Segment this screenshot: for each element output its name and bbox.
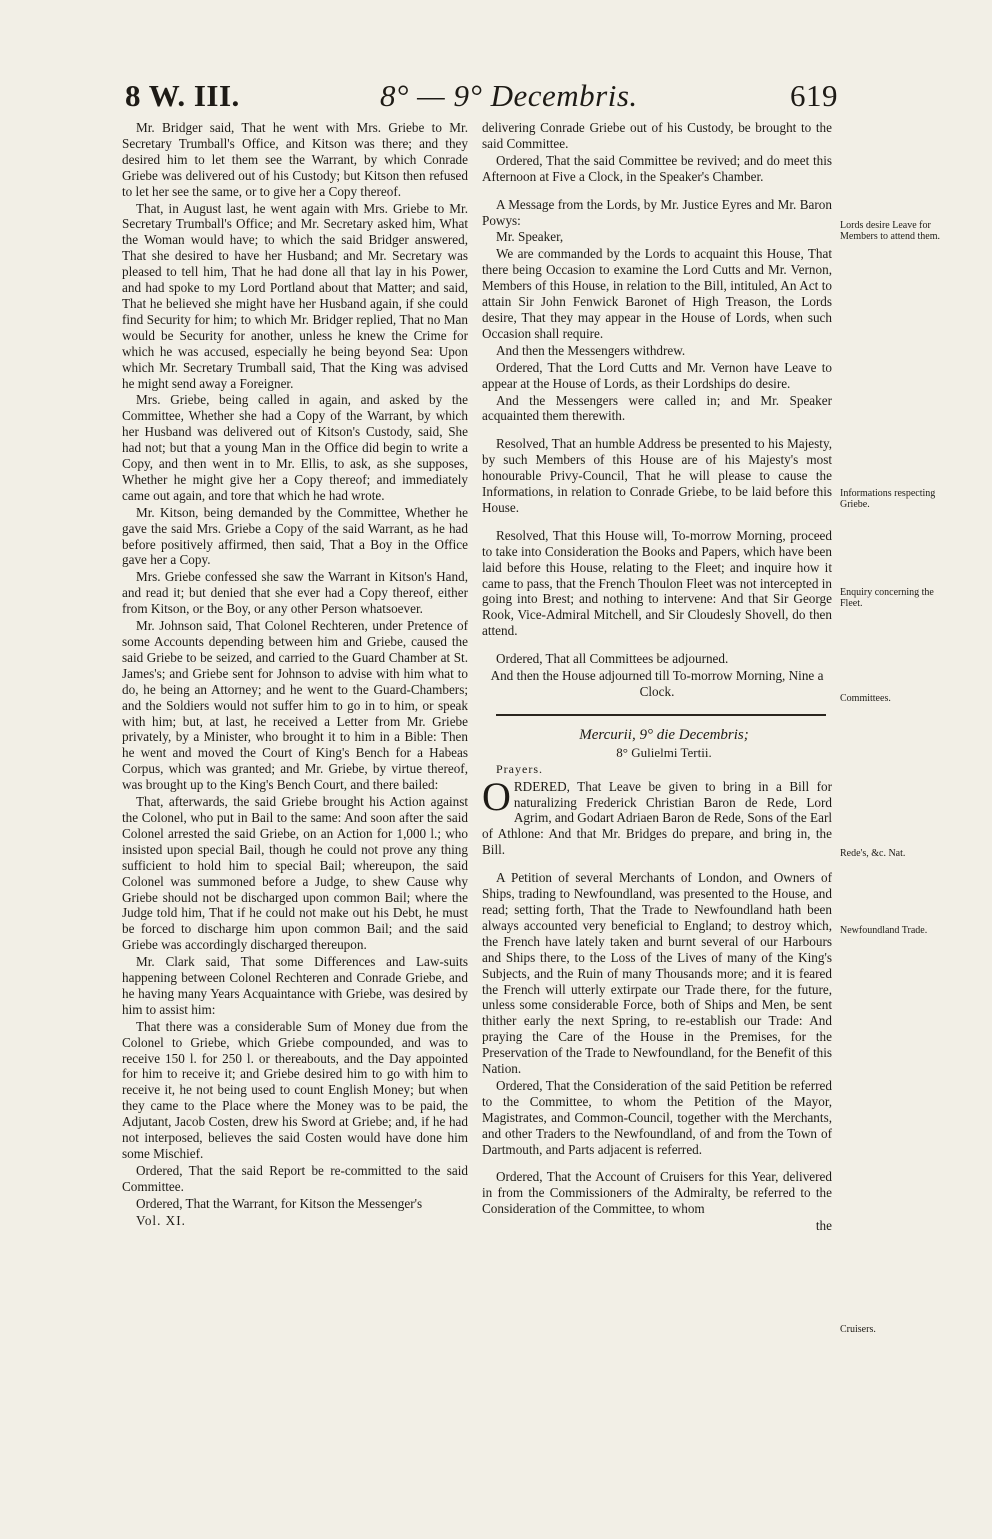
margin-note: Newfoundland Trade. — [840, 925, 928, 936]
paragraph: That, in August last, he went again with Mrs. Griebe to Mr. Secretary Trumball's Office; and Mr. Secretary asked him, What the Woman would have; to which the said Bridger answered, That she desired to have her Husband; and Mr. Secretary was pleased to tell him, That he had done all that lay in his Power, and had spoke to my Lord Portland about that Matter; and said, That he believed she might have her Husband again, if she could find Security for him; to which Mr. Bridger replied, That no Man would be Security for another, unless he knew the Crime for which he was accused, especially he being beyond Sea: Upon which Mr. Secretary Trumball said, That the King was advised he might send away a Foreigner. — [122, 200, 468, 391]
volume-signature: Vol. XI. — [136, 1212, 186, 1228]
right-column — [482, 120, 832, 1235]
paragraph: Ordered, That the Warrant, for Kitson the Messenger's — [136, 1195, 423, 1211]
resolution: Resolved, That this House will, To-morrow Morning, proceed to take into Consideration the Books and Papers, which have been laid before this House, relating to the Fleet; and inquire how it came to pass, that the French Thoulon Fleet was not intercepted in going into Brest; and nothing to intervene: And that Sir George Rook, Vice-Admiral Mitchell, and Sir Cloudesly Shovell, do then attend. — [482, 527, 832, 639]
paragraph: Mrs. Griebe, being called in again, and asked by the Committee, Whether she had a Copy of the Warrant, by which her Husband was delivered out of Kitson's Custody, said, She had not; but that a young Man in the Office did begin to write a Copy, and then went in to Mr. Ellis, to ask, as she supposes, Whether he might give her a Copy thereof; and immediately came out again, and tore that which he had wrote. — [122, 392, 468, 503]
paragraph: We are commanded by the Lords to acquaint this House, That there being Occasion to examine the Lord Cutts and Mr. Vernon, Members of this House, in relation to the Bill, intituled, An Act to attain Sir John Fenwick Baronet of High Treason, the Lords desire, That they may appear in the House of Lords, when such Occasion shall require. — [482, 246, 832, 341]
page-number: 619 — [790, 78, 838, 113]
paragraph: Ordered, That the said Committee be revived; and do meet this Afternoon at Five a Clock, in the Speaker's Chamber. — [482, 152, 832, 184]
margin-note: Committees. — [840, 693, 891, 704]
section-rule — [496, 714, 826, 716]
paragraph: A Petition of several Merchants of London, and Owners of Ships, trading to Newfoundland, was presented to the House, and read; setting forth, That the Trade to Newfoundland hath been always accounted very beneficial to England; to destroy which, the French have lately taken and burnt several of our Harbours and Ships there, to the Loss of the Lives of many of the King's Subjects, and the Ruin of many Thousands more; and it is feared the French will utterly extirpate our Trade there, for the future, unless some considerable Force, both of Ships and Men, be sent thither early the next Spring, to re-establish our Trade: And praying the Care of the House in the Premises, for the Preservation of the Trade to Newfoundland, for the Benefit of this Nation. — [482, 870, 832, 1077]
paragraph: That there was a considerable Sum of Money due from the Colonel to Griebe, which Griebe compounded, and was to receive 150 l. for 250 l. or thereabouts, and the Day appointed for him to receive it; and Griebe desired him to go with him to receive it, he not being used to count English Money; but when they came to the Place where the Money was to be paid, the Adjutant, Jacob Costen, drew his Sword at Griebe; and, if he had not interposed, believes the said Costen would have done him some Mischief. — [122, 1018, 468, 1161]
paragraph: Ordered, That the Consideration of the said Petition be referred to the Committee, to whom the Petition of the Mayor, Magistrates, and Common-Council, together with the Merchants, and other Traders to the Newfoundland, of and from the Town of Dartmouth, and Parts adjacent is referred. — [482, 1077, 832, 1157]
paragraph: Mr. Speaker, — [496, 229, 564, 245]
lords-message: A Message from the Lords, by Mr. Justice Eyres and Mr. Baron Powys: — [482, 196, 832, 228]
paragraph: Mr. Kitson, being demanded by the Committee, Whether he gave the said Mrs. Griebe a Copy of the said Warrant, as he had before positively affirmed, then said, That a Boy in the Office gave her a Copy. — [122, 504, 468, 568]
paragraph: Ordered, That all Committees be adjourned. — [496, 651, 729, 667]
paragraph: Ordered, That the Lord Cutts and Mr. Vernon have Leave to appear at the House of Lords, as their Lordships do desire. — [482, 359, 832, 391]
margin-note: Rede's, &c. Nat. — [840, 848, 906, 859]
paragraph: That, afterwards, the said Griebe brought his Action against the Colonel, who put in Bail to the same: And soon after the said Colonel arrested the said Griebe, on an Action for 1,000 l.; who insisted upon special Bail, though he could not prove any thing sufficient to hold him to special Bail; whereupon, the said Colonel was summoned before a Judge, to shew Cause why Griebe should not be discharged upon common Bail; where the Judge told him, That if he could not make out his Debt, he must be forced to discharge him upon common Bail; and the said Griebe was accordingly discharged thereupon. — [122, 794, 468, 953]
margin-note: Informations respecting Griebe. — [840, 488, 936, 510]
paragraph: Ordered, That the Account of Cruisers for this Year, delivered in from the Commissioners of the Admiralty, be referred to the Consideration of the Committee, to whom — [482, 1169, 832, 1217]
prayers-heading: Prayers. — [496, 761, 543, 776]
day-title: Mercurii, 9° die Decembris; — [579, 726, 749, 743]
running-head-date: 8° — 9° Decembris. — [380, 78, 638, 113]
resolution: Resolved, That an humble Address be presented to his Majesty, by such Members of this House are of his Majesty's most honourable Privy-Council, That he will please to cause the Informations, in relation to Conrade Griebe, to be laid before this House. — [482, 436, 832, 515]
paragraph: Ordered, That the said Report be re-committed to the said Committee. — [122, 1162, 468, 1194]
paragraph: And then the Messengers withdrew. — [496, 342, 686, 358]
paragraph: Mr. Bridger said, That he went with Mrs. Griebe to Mr. Secretary Trumball's Office, and Kitson was there; and they desired him to let them see the Warrant, by which Conrade Griebe was delivered out of his Custody; but Kitson then refused to let her see the same, or to give her a Copy thereof. — [122, 120, 468, 199]
adjournment: And then the House adjourned till To-morrow Morning, Nine a Clock. — [490, 668, 824, 699]
paragraph — [482, 773, 832, 859]
day-subtitle: 8° Gulielmi Tertii. — [616, 744, 712, 760]
running-head-regnal-year: 8 W. III. — [125, 78, 240, 113]
paragraph: And the Messengers were called in; and Mr. Speaker acquainted them therewith. — [482, 392, 832, 424]
paragraph: Mr. Johnson said, That Colonel Rechteren, under Pretence of some Accounts depending between him and Griebe, caused the said Griebe to be seized, and carried to the Guard Chamber at St. James's; and Griebe sent for Johnson to advise with him what to do, he being an Attorney; and he went to the Guard-Chambers; and the Soldiers would not suffer him to go in to him, or speak with him; but, at last, he received a Letter from Mr. Griebe privately, by a Minister, who brought it to him in a Bible: Then he went and moved the Court of King's Bench for a Habeas Corpus, which was granted; and Mr. Griebe, by virtue thereof, was brought up to the King's Bench Court, and there bailed: — [122, 618, 468, 793]
paragraph: delivering Conrade Griebe out of his Custody, be brought to the said Committee. — [482, 120, 832, 151]
catchword: the — [815, 1218, 832, 1234]
left-column — [122, 120, 468, 1230]
margin-note: Lords desire Leave for Members to attend them. — [840, 220, 940, 242]
paragraph-text: RDERED, That Leave be given to bring in a Bill for naturalizing Frederick Christian Baron de Rede, Lord Agrim, and Godart Adriaen Baron de Rede, Sons of the Earl of Athlone: And that Mr. Bridges do prepare, and bring in, the Bill. — [482, 778, 832, 858]
margin-note: Enquiry concerning the Fleet. — [840, 587, 934, 609]
paragraph: Mrs. Griebe confessed she saw the Warrant in Kitson's Hand, and read it; but denied that she ever had a Copy thereof, either from Kitson, or the Boy, or any other Person whatsoever. — [122, 569, 468, 617]
drop-cap: O — [482, 773, 511, 819]
margin-note: Cruisers. — [840, 1324, 876, 1335]
paragraph: Mr. Clark said, That some Differences and Law-suits happening between Colonel Rechteren and Conrade Griebe, and he having many Years Acquaintance with Griebe, was desired by him to assist him: — [122, 954, 468, 1017]
